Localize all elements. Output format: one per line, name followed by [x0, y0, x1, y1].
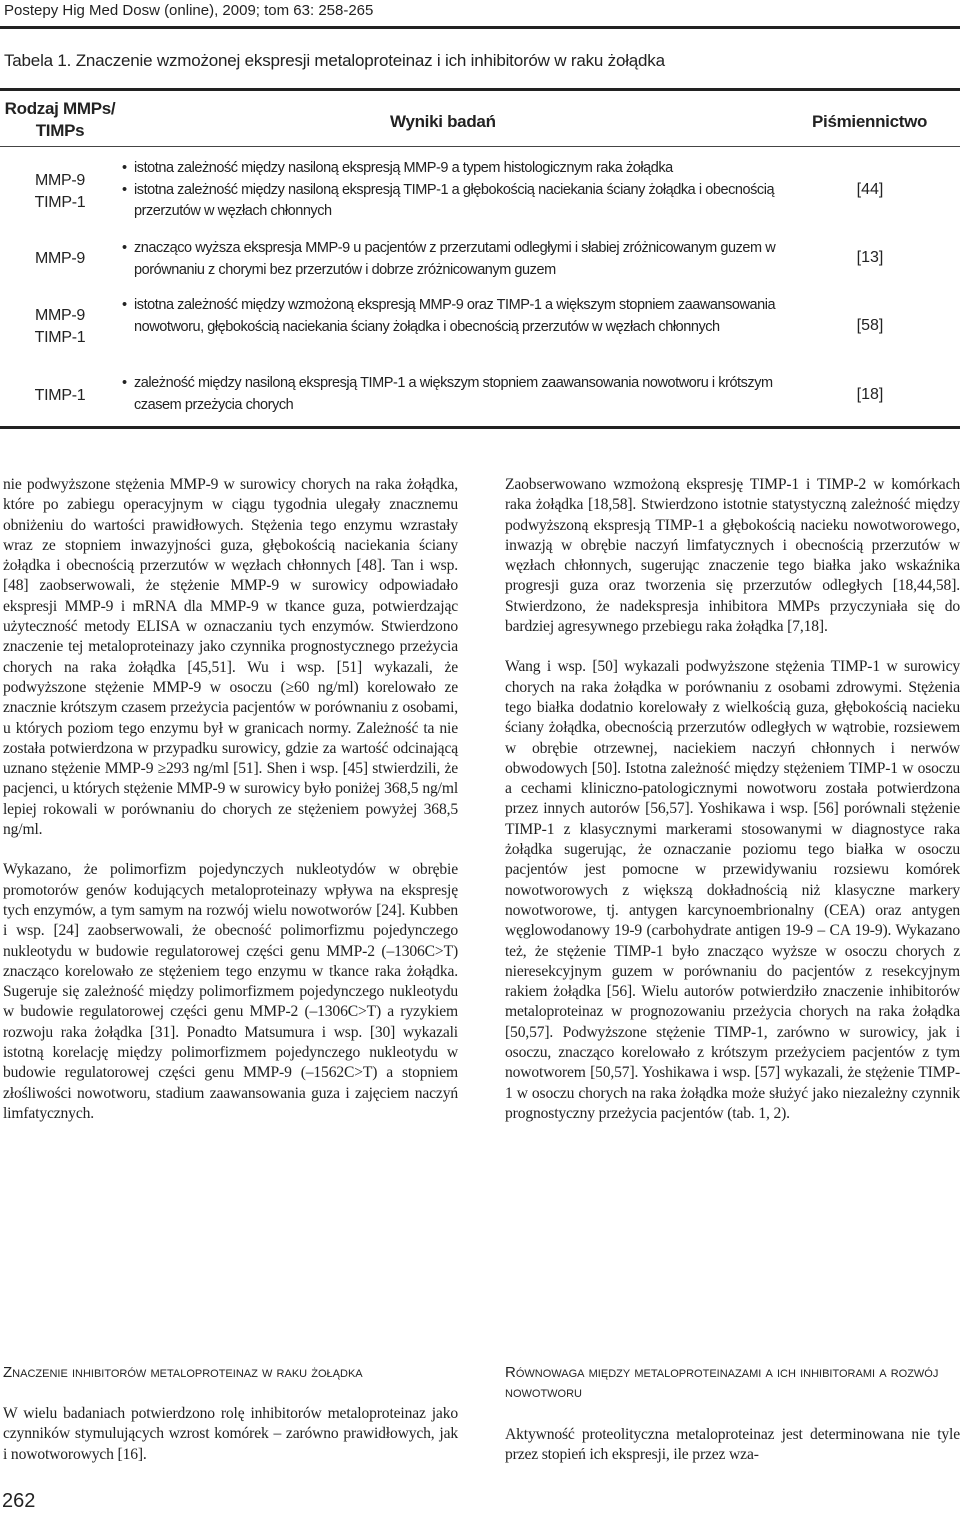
table-row-3-type: MMP-9 TIMP-1	[34, 307, 86, 346]
table-row-2-results	[122, 238, 782, 281]
paragraph: Wykazano, że polimorfizm pojedynczych nukleotydów w obrębie promotorów genów kodujących metaloproteinazy wpływa na ekspresję tych enzymów, a tym samym na rozwój wielu nowotworów [24]. Kubben i wsp. [24] zaobserwowali, że obecność polimorfizmu pojedynczego nukleotydu w budowie regulatorowej części genu MMP-2 (–1306C>T) znacząco korelowało ze stężeniem tego enzymu w tkance raka żołądka. Sugeruje się zależność między polimorfizmem pojedynczego nukleotydu w budowie regulatorowej części genu MMP-2 (–1306C>T) a ryzykiem rozwoju raka żołądka [31]. Ponadto Matsumura i wsp. [30] wykazali istotną korelację między polimorfizmem pojedynczego nukleotydu w budowie regulatorowej części genu MMP-9 (–1562C>T) a stopniem złośliwości nowotworu, stadium zaawansowania guza i zajęciem naczyń limfatycznych.	[3, 861, 458, 1122]
table-row-1-reference: [44]	[856, 181, 884, 198]
header-rule	[0, 26, 960, 29]
left-column-lower	[3, 1404, 458, 1465]
table-header-rule	[0, 146, 960, 147]
table-top-rule	[0, 88, 960, 91]
table-row-1-results	[122, 158, 782, 223]
table-caption: Tabela 1. Znaczenie wzmożonej ekspresji metaloproteinaz i ich inhibitorów w raku żołądka	[4, 51, 665, 70]
result-item: • istotna zależność między nasiloną ekspresją MMP-9 a typem histologicznym raka żołądka	[122, 158, 782, 180]
table-row-4-type: TIMP-1	[34, 387, 86, 404]
table-row-3-reference: [58]	[856, 317, 884, 334]
result-item: • istotna zależność między nasiloną ekspresją TIMP-1 a głębokością naciekania ściany żołądka i obecnością przerzutów w węzłach chłonnych	[122, 180, 782, 223]
column-header-results: Wyniki badań	[390, 112, 496, 131]
result-item: • zależność między nasiloną ekspresją TIMP-1 a większym stopniem zaawansowania nowotworu i krótszym czasem przeżycia chorych	[122, 373, 782, 416]
result-item: • istotna zależność między wzmożoną ekspresją MMP-9 oraz TIMP-1 a większym stopniem zaawansowania nowotworu, głębokością naciekania ściany żołądka i obecnością przerzutów w węzłach chłonnych	[122, 295, 782, 338]
table-row-2-type: MMP-9	[34, 250, 86, 267]
right-column-upper	[505, 475, 960, 1124]
table-row-4-results	[122, 373, 782, 416]
left-column-upper	[3, 475, 458, 1124]
result-item: • znacząco wyższa ekspresja MMP-9 u pacjentów z przerzutami odległymi i słabiej zróżnicowanym guzem w porównaniu z chorymi bez przerzutów i dobrze zróżnicowanym guzem	[122, 238, 782, 281]
table-row-1-type: MMP-9 TIMP-1	[34, 172, 86, 211]
table-row-2-reference: [13]	[856, 249, 884, 266]
paragraph: Aktywność proteolityczna metaloproteinaz jest determinowana nie tyle przez stopień ich ekspresji, ile przez wza-	[505, 1426, 960, 1464]
column-header-references: Piśmiennictwo	[812, 112, 928, 131]
table-bottom-rule	[0, 426, 960, 429]
page-number: 262	[2, 1490, 36, 1512]
paragraph: Wang i wsp. [50] wykazali podwyższone stężenia TIMP-1 w surowicy chorych na raka żołądka w porównaniu z osobami zdrowymi. Stężenia tego białka dodatnio korelowały z wielkością guza, głębokością nacieku ściany żołądka, obecnością przerzutów odległych w wątrobie, rozsiewem w obrębie otrzewnej, naciekiem naczyń chłonnych i nerwów obwodowych [50]. Istotna zależność między stężeniem TIMP-1 w osoczu a cechami kliniczno-patologicznymi nowotworu została potwierdzona przez innych autorów [56,57]. Yoshikawa i wsp. [56] porównali stężenie TIMP-1 z klasycznymi markerami stosowanymi w diagnostyce raka żołądka sugerując, że oznaczanie poziomu tego białka w osoczu pacjentów jest pomocne w przewidywaniu rozsiewu komórek nowotworowych z większą dokładnością niż klasyczne markery nowotworowe, tj. antygen karcynoembrionalny (CEA) oraz antygen węglowodanowy 19-9 (carbohydrate antigen 19-9 – CA 19-9). Wykazano też, że stężenie TIMP-1 było znacząco wyższe w osoczu chorych z nieresekcyjnym guzem w porównaniu do pacjentów z resekcyjnym rakiem żołądka [56]. Wielu autorów potwierdziło znaczenie inhibitorów metaloproteinaz w prognozowaniu przeżycia chorych na raka żołądka [50,57]. Podwyższone stężenie TIMP-1, zarówno w surowicy, jak i osoczu, znacząco korelowało z krótszym przeżyciem pacjentów z tym nowotworem [50,57]. Yoshikawa i wsp. [57] wykazali, że stężenie TIMP-1 w osoczu chorych na raka żołądka może służyć jako niezależny czynnik prognostyczny przeżycia pacjentów (tab. 1, 2).	[505, 658, 960, 1122]
paragraph: nie podwyższone stężenia MMP-9 w surowicy chorych na raka żołądka, które po zabiegu operacyjnym w ciągu tygodnia ulegały znacznemu obniżeniu do wartości prawidłowych. Stężenia tego enzymu wzrastały wraz ze stopniem inwazyjności guza, głębokością naciekania ściany żołądka i obecnością przerzutów w węzłach chłonnych [48]. Tan i wsp. [48] zaobserwowali, że stężenie MMP-9 w surowicy odpowiadało ekspresji MMP-9 i mRNA dla MMP-9 w tkance guza, potwierdzając użyteczność metody ELISA w oznaczaniu tych enzymów. Stwierdzono znaczenie tej metaloproteinazy jako czynnika prognostycznego przeżycia chorych na raka żołądka [45,51]. Wu i wsp. [51] wykazali, że podwyższone stężenie MMP-9 w osoczu (≥60 ng/ml) korelowało ze znacznie krótszym czasem przeżycia pacjentów w porównaniu z osobami, u których poziom tego enzymu był w granicach normy. Zależność ta nie została potwierdzona w przypadku surowicy, gdzie za wartość odcinającą uznano stężenie MMP-9 ≥293 ng/ml [51]. Shen i wsp. [45] stwierdzili, że pacjenci, u których stężenie MMP-9 w surowicy było poniżej 368,5 ng/ml lepiej rokowali w porównaniu do chorych ze stężeniem powyżej 368,5 ng/ml.	[3, 476, 458, 839]
right-column-lower	[505, 1425, 960, 1466]
column-header-type: Rodzaj MMPs/ TIMPs	[4, 99, 116, 140]
table-row-3-results	[122, 295, 782, 338]
paragraph: W wielu badaniach potwierdzono rolę inhibitorów metaloproteinaz jako czynników stymulujących wzrost komórek – zarówno prawidłowych, jak i nowotworowych [16].	[3, 1405, 458, 1463]
table-row-4-reference: [18]	[856, 386, 884, 403]
paragraph: Zaobserwowano wzmożoną ekspresję TIMP-1 i TIMP-2 w komórkach raka żołądka [18,58]. Stwierdzono istotnie statystyczną zależność między podwyższoną ekspresją TIMP-1 a głębokością nacieku nowotworowego, inwazją w obrębie naczyń limfatycznych i obecnością przerzutów w węzłach chłonnych, sugerując znaczenie tego białka jako wskaźnika progresji guza oraz tworzenia się przerzutów odległych [18,44,58]. Stwierdzono, że nadekspresja inhibitora MMPs przyczyniała się do bardziej agresywnego przebiegu raka żołądka [7,18].	[505, 476, 960, 636]
section-heading-inhibitors: Znaczenie inhibitorów metaloproteinaz w raku żołądka	[3, 1364, 363, 1381]
journal-citation: Postepy Hig Med Dosw (online), 2009; tom 63: 258-265	[4, 2, 374, 19]
section-heading-balance: Równowaga między metaloproteinazami a ich inhibitorami a rozwój nowotworu	[505, 1364, 939, 1401]
